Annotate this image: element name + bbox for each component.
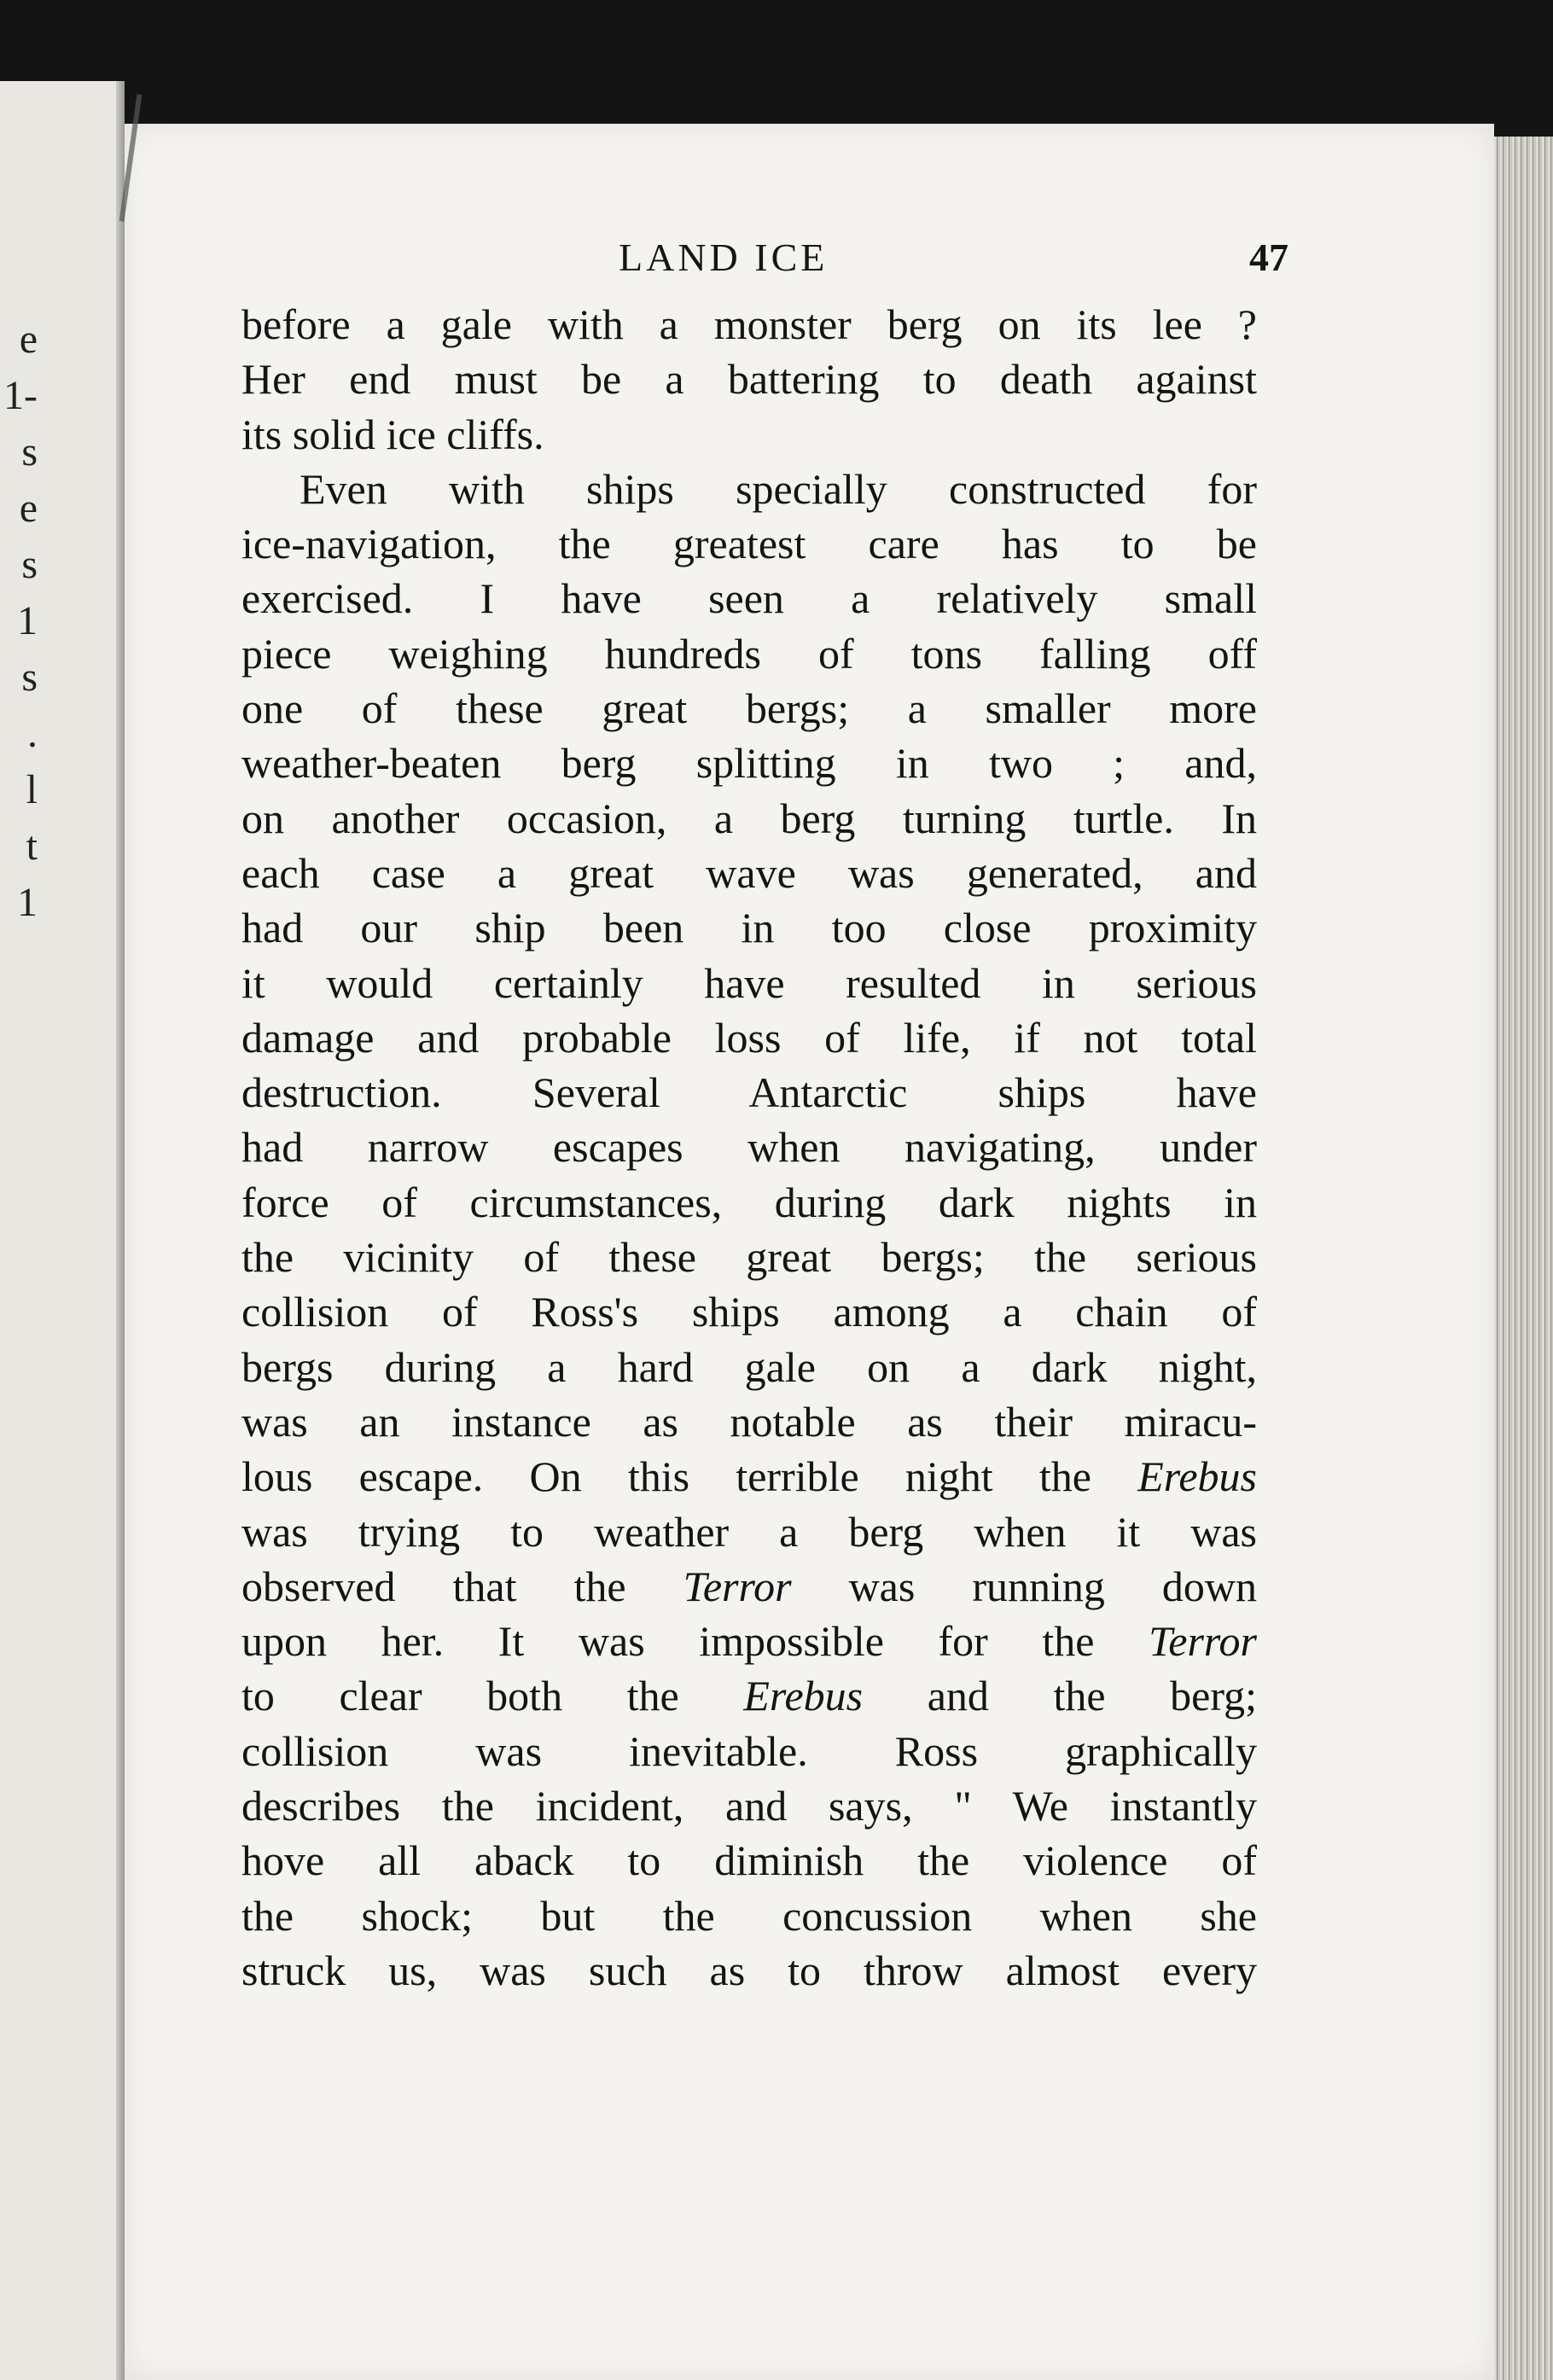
fragment: s bbox=[21, 429, 38, 474]
page-body bbox=[241, 297, 1257, 1998]
text-line: destruction. Several Antarctic ships have bbox=[241, 1068, 1257, 1117]
text-line: bergs during a hard gale on a dark night, bbox=[241, 1342, 1257, 1391]
text-line: force of circumstances, during dark nights in bbox=[241, 1178, 1257, 1226]
text-line: exercised. I have seen a relatively small bbox=[241, 574, 1257, 623]
text-line: one of these great bergs; a smaller more bbox=[241, 684, 1257, 733]
text-line: Her end must be a battering to death against bbox=[241, 355, 1257, 404]
text-line: each case a great wave was generated, and bbox=[241, 848, 1257, 897]
text-line: ice-navigation, the greatest care has to be bbox=[241, 520, 1257, 568]
page-header bbox=[239, 235, 1288, 286]
text-line: collision was inevitable. Ross graphically bbox=[241, 1726, 1257, 1775]
text-line: hove all aback to diminish the violence of bbox=[241, 1836, 1257, 1885]
text-line: upon her. It was impossible for the Terror bbox=[241, 1617, 1257, 1666]
fragment: . bbox=[27, 711, 38, 756]
fragment bbox=[0, 931, 43, 987]
text-line: was an instance as notable as their miracu- bbox=[241, 1397, 1257, 1446]
text-line: to clear both the Erebus and the berg; bbox=[241, 1672, 1257, 1720]
page-number: 47 bbox=[1249, 236, 1288, 279]
fragment: s bbox=[21, 542, 38, 587]
fragment: 1- bbox=[3, 373, 38, 418]
ship-name-erebus: Erebus bbox=[1137, 1452, 1257, 1501]
text-line: struck us, was such as to throw almost every bbox=[241, 1946, 1257, 1994]
fragment: l bbox=[26, 767, 38, 812]
previous-page-text-fragments bbox=[0, 311, 43, 987]
book-gutter bbox=[116, 81, 125, 2380]
text-line: it would certainly have resulted in serious bbox=[241, 958, 1257, 1007]
fragment: e bbox=[19, 317, 38, 362]
text-line: on another occasion, a berg turning turtle. In bbox=[241, 794, 1257, 842]
text-line: the vicinity of these great bergs; the serious bbox=[241, 1233, 1257, 1282]
text-line: piece weighing hundreds of tons falling off bbox=[241, 629, 1257, 678]
ship-name-terror: Terror bbox=[1149, 1617, 1257, 1666]
text-line: lous escape. On this terrible night the Erebus bbox=[241, 1452, 1257, 1501]
text-line: describes the incident, and says, " We instantly bbox=[241, 1782, 1257, 1830]
text-line: weather-beaten berg splitting in two ; and, bbox=[241, 739, 1257, 788]
text-line: observed that the Terror was running down bbox=[241, 1562, 1257, 1610]
text-line: damage and probable loss of life, if not total bbox=[241, 1013, 1257, 1062]
fragment: t bbox=[26, 823, 38, 869]
ship-name-terror: Terror bbox=[683, 1562, 792, 1610]
fragment: e bbox=[19, 486, 38, 531]
fragment: 1 bbox=[17, 880, 38, 925]
running-head: LAND ICE bbox=[619, 236, 829, 279]
ship-name-erebus: Erebus bbox=[743, 1672, 864, 1720]
text-line: Even with ships specially constructed for bbox=[300, 464, 1257, 513]
page-edges bbox=[1494, 137, 1553, 2380]
text-line: before a gale with a monster berg on its lee ? bbox=[241, 300, 1257, 348]
text-line: the shock; but the concussion when she bbox=[241, 1891, 1257, 1940]
text-line: had our ship been in too close proximity bbox=[241, 904, 1257, 952]
fragment: s bbox=[21, 655, 38, 700]
text-line: had narrow escapes when navigating, under bbox=[241, 1123, 1257, 1172]
text-line: collision of Ross's ships among a chain of bbox=[241, 1288, 1257, 1336]
fragment: 1 bbox=[17, 598, 38, 643]
text-line: its solid ice cliffs. bbox=[241, 410, 544, 458]
text-line: was trying to weather a berg when it was bbox=[241, 1507, 1257, 1556]
